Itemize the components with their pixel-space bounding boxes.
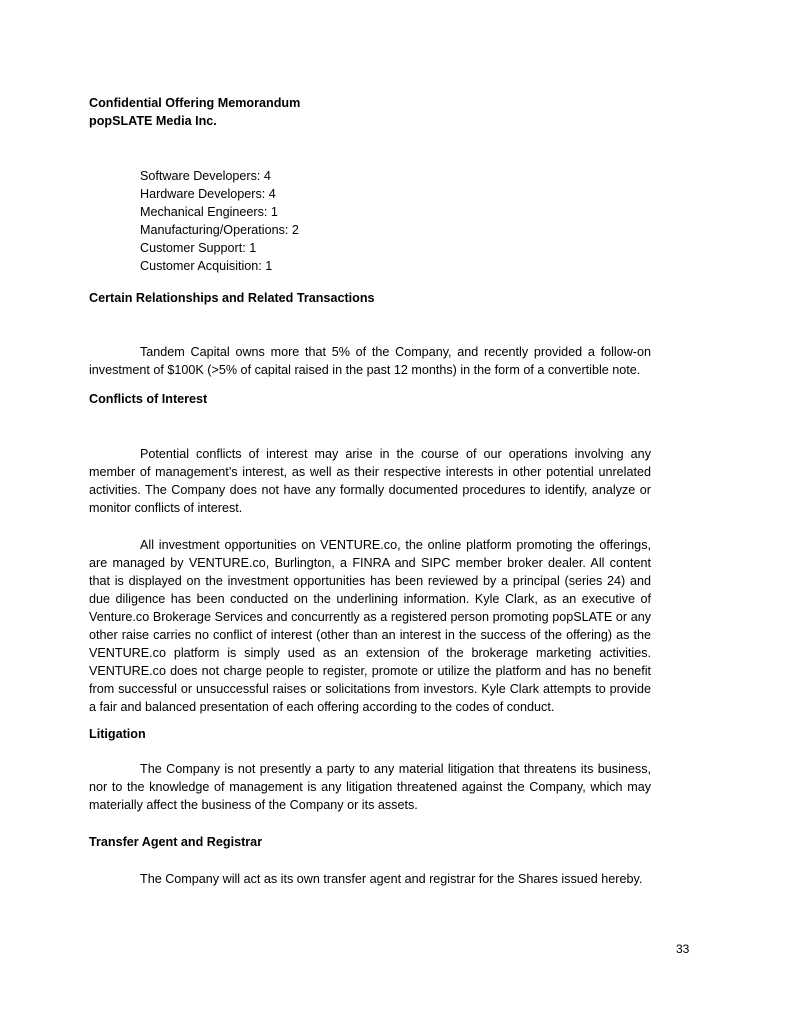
header-title: Confidential Offering Memorandum	[89, 96, 301, 110]
list-item: Customer Support: 1	[140, 241, 257, 255]
page-number: 33	[676, 942, 690, 956]
paragraph: Potential conflicts of interest may arise in the course of our operations involving any member of management’s interest, as well as their respective interests in other potential unrelated activities. The Company does not have any formally documented procedures to identify, analyze or monitor conflicts of interest.	[89, 447, 651, 515]
staff-list	[140, 167, 702, 275]
section-heading: Litigation	[89, 727, 146, 741]
list-item: Hardware Developers: 4	[140, 187, 276, 201]
document-header	[89, 94, 651, 130]
list-item: Mechanical Engineers: 1	[140, 205, 278, 219]
list-item: Customer Acquisition: 1	[140, 259, 273, 273]
section-heading: Conflicts of Interest	[89, 392, 208, 406]
section-heading: Transfer Agent and Registrar	[89, 835, 263, 849]
paragraph: The Company is not presently a party to any material litigation that threatens its business, nor to the knowledge of management is any litigation threatened against the Company, which may materially affect the business of the Company or its assets.	[89, 762, 651, 812]
header-company: popSLATE Media Inc.	[89, 114, 217, 128]
paragraph: The Company will act as its own transfer agent and registrar for the Shares issued hereby.	[140, 872, 643, 886]
list-item: Software Developers: 4	[140, 169, 271, 183]
section-heading: Certain Relationships and Related Transactions	[89, 291, 375, 305]
list-item: Manufacturing/Operations: 2	[140, 223, 299, 237]
paragraph: Tandem Capital owns more that 5% of the Company, and recently provided a follow-on investment of $100K (>5% of capital raised in the past 12 months) in the form of a convertible note.	[89, 345, 651, 377]
paragraph: All investment opportunities on VENTURE.co, the online platform promoting the offerings, are managed by VENTURE.co, Burlington, a FINRA and SIPC member broker dealer. All content that is displayed on the investment opportunities has been reviewed by a principal (series 24) and due diligence has been conducted on the underlining information. Kyle Clark, as an executive of Venture.co Brokerage Services and concurrently as a registered person promoting popSLATE or any other raise carries no conflict of interest (other than an interest in the success of the offering) as the VENTURE.co platform is simply used as an extension of the brokerage marketing activities. VENTURE.co does not charge people to register, promote or utilize the platform and has no benefit from successful or unsuccessful raises or solicitations from investors. Kyle Clark attempts to provide a fair and balanced presentation of each offering according to the codes of conduct.	[89, 538, 651, 714]
